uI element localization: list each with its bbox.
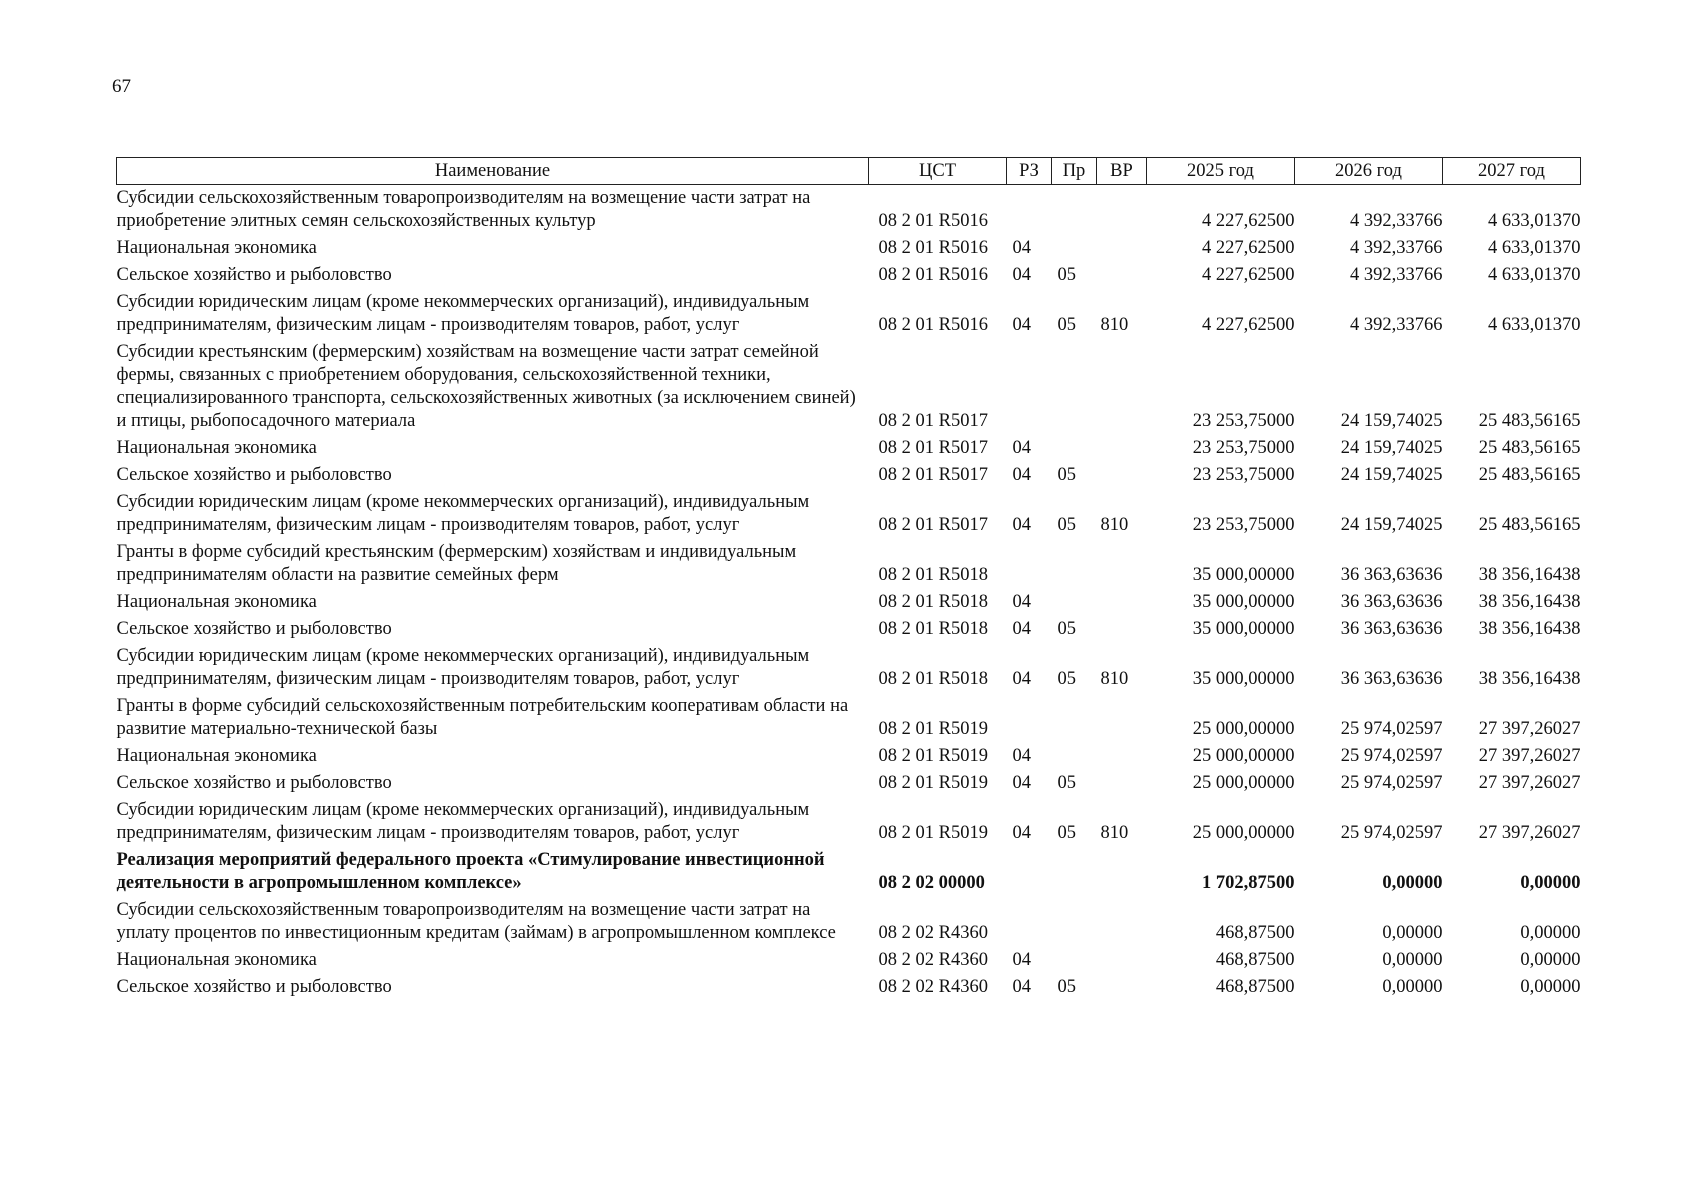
row-cst: 08 2 02 00000 bbox=[878, 873, 985, 893]
row-vr bbox=[1097, 262, 1147, 289]
row-name: Сельское хозяйство и рыболовство bbox=[116, 265, 392, 285]
row-2026: 4 392,33766 bbox=[1350, 238, 1443, 258]
header-2026: 2026 год bbox=[1295, 158, 1443, 185]
table-row bbox=[117, 289, 1581, 339]
row-cst: 08 2 01 R5018 bbox=[878, 619, 988, 639]
row-2026: 0,00000 bbox=[1382, 950, 1443, 970]
row-vr: 810 bbox=[1100, 315, 1129, 335]
row-vr bbox=[1097, 539, 1147, 589]
row-rz: 04 bbox=[1012, 773, 1031, 793]
row-vr: 810 bbox=[1100, 515, 1129, 535]
row-vr bbox=[1097, 847, 1147, 897]
row-2026: 0,00000 bbox=[1382, 873, 1443, 893]
row-cst: 08 2 02 R4360 bbox=[878, 977, 988, 997]
row-name: Гранты в форме субсидий крестьянским (фермерским) хозяйствам и индивидуальным предпринимателям области на развитие семейных ферм bbox=[116, 542, 797, 585]
table-row bbox=[117, 235, 1581, 262]
row-2026: 24 159,74025 bbox=[1340, 465, 1443, 485]
row-name: Национальная экономика bbox=[116, 592, 317, 612]
row-rz bbox=[1007, 897, 1052, 947]
table-row bbox=[117, 897, 1581, 947]
row-2025: 35 000,00000 bbox=[1192, 592, 1295, 612]
row-pr bbox=[1052, 897, 1097, 947]
row-pr bbox=[1052, 185, 1097, 236]
row-2025: 23 253,75000 bbox=[1192, 438, 1295, 458]
row-2027: 27 397,26027 bbox=[1478, 823, 1581, 843]
row-2025: 468,87500 bbox=[1215, 977, 1295, 997]
row-pr: 05 bbox=[1057, 619, 1076, 639]
row-2027: 0,00000 bbox=[1520, 977, 1581, 997]
row-pr bbox=[1052, 847, 1097, 897]
row-2026: 24 159,74025 bbox=[1340, 411, 1443, 431]
row-name: Национальная экономика bbox=[116, 438, 317, 458]
table-row bbox=[117, 847, 1581, 897]
row-2025: 1 702,87500 bbox=[1202, 873, 1295, 893]
header-name: Наименование bbox=[117, 158, 869, 185]
row-2026: 25 974,02597 bbox=[1340, 823, 1443, 843]
table-row bbox=[117, 462, 1581, 489]
row-2027: 4 633,01370 bbox=[1488, 315, 1581, 335]
row-2025: 4 227,62500 bbox=[1202, 238, 1295, 258]
row-2025: 4 227,62500 bbox=[1202, 211, 1295, 231]
row-2026: 4 392,33766 bbox=[1350, 315, 1443, 335]
row-2025: 35 000,00000 bbox=[1192, 565, 1295, 585]
row-cst: 08 2 01 R5017 bbox=[878, 411, 988, 431]
row-vr bbox=[1097, 235, 1147, 262]
row-pr bbox=[1052, 743, 1097, 770]
row-rz: 04 bbox=[1012, 265, 1031, 285]
row-rz bbox=[1007, 847, 1052, 897]
row-pr bbox=[1052, 693, 1097, 743]
row-name: Субсидии юридическим лицам (кроме некоммерческих организаций), индивидуальным предпринимателям, физическим лицам - производителям товаров, работ, услуг bbox=[116, 292, 810, 335]
row-vr bbox=[1097, 743, 1147, 770]
row-pr: 05 bbox=[1057, 977, 1076, 997]
row-2025: 23 253,75000 bbox=[1192, 465, 1295, 485]
table-body bbox=[117, 185, 1581, 1002]
row-2027: 0,00000 bbox=[1520, 923, 1581, 943]
row-2027: 27 397,26027 bbox=[1478, 773, 1581, 793]
row-rz bbox=[1007, 185, 1052, 236]
row-2026: 36 363,63636 bbox=[1340, 669, 1443, 689]
row-2027: 4 633,01370 bbox=[1488, 211, 1581, 231]
row-rz: 04 bbox=[1012, 438, 1031, 458]
row-2026: 0,00000 bbox=[1382, 977, 1443, 997]
row-2025: 468,87500 bbox=[1215, 950, 1295, 970]
row-vr: 810 bbox=[1100, 669, 1129, 689]
row-pr bbox=[1052, 235, 1097, 262]
row-rz: 04 bbox=[1012, 669, 1031, 689]
row-2027: 0,00000 bbox=[1520, 873, 1581, 893]
row-cst: 08 2 02 R4360 bbox=[878, 950, 988, 970]
row-rz bbox=[1007, 693, 1052, 743]
budget-table bbox=[116, 157, 1581, 1001]
row-vr bbox=[1097, 339, 1147, 435]
row-vr bbox=[1097, 589, 1147, 616]
row-2026: 36 363,63636 bbox=[1340, 565, 1443, 585]
table-row bbox=[117, 643, 1581, 693]
row-2025: 35 000,00000 bbox=[1192, 619, 1295, 639]
row-cst: 08 2 01 R5018 bbox=[878, 592, 988, 612]
table-row bbox=[117, 262, 1581, 289]
row-pr bbox=[1052, 589, 1097, 616]
table-row bbox=[117, 185, 1581, 236]
row-2026: 25 974,02597 bbox=[1340, 746, 1443, 766]
row-2027: 38 356,16438 bbox=[1478, 592, 1581, 612]
row-rz: 04 bbox=[1012, 950, 1031, 970]
row-cst: 08 2 01 R5016 bbox=[878, 238, 988, 258]
row-2027: 25 483,56165 bbox=[1478, 438, 1581, 458]
row-rz: 04 bbox=[1012, 515, 1031, 535]
row-2025: 468,87500 bbox=[1215, 923, 1295, 943]
row-cst: 08 2 01 R5017 bbox=[878, 515, 988, 535]
row-2026: 4 392,33766 bbox=[1350, 265, 1443, 285]
row-2027: 25 483,56165 bbox=[1478, 465, 1581, 485]
row-2027: 0,00000 bbox=[1520, 950, 1581, 970]
row-2025: 25 000,00000 bbox=[1192, 773, 1295, 793]
row-cst: 08 2 01 R5017 bbox=[878, 465, 988, 485]
row-2025: 23 253,75000 bbox=[1192, 411, 1295, 431]
row-pr: 05 bbox=[1057, 823, 1076, 843]
row-2025: 25 000,00000 bbox=[1192, 746, 1295, 766]
row-rz bbox=[1007, 339, 1052, 435]
row-vr bbox=[1097, 974, 1147, 1001]
header-pr: Пр bbox=[1052, 158, 1097, 185]
row-pr bbox=[1052, 539, 1097, 589]
row-pr: 05 bbox=[1057, 515, 1076, 535]
row-cst: 08 2 01 R5016 bbox=[878, 315, 988, 335]
row-pr: 05 bbox=[1057, 669, 1076, 689]
row-rz: 04 bbox=[1012, 465, 1031, 485]
row-vr: 810 bbox=[1100, 823, 1129, 843]
row-cst: 08 2 01 R5016 bbox=[878, 211, 988, 231]
row-2025: 4 227,62500 bbox=[1202, 265, 1295, 285]
row-2027: 4 633,01370 bbox=[1488, 238, 1581, 258]
row-vr bbox=[1097, 435, 1147, 462]
row-rz: 04 bbox=[1012, 977, 1031, 997]
row-2026: 25 974,02597 bbox=[1340, 719, 1443, 739]
row-rz: 04 bbox=[1012, 619, 1031, 639]
table-row bbox=[117, 693, 1581, 743]
row-2026: 36 363,63636 bbox=[1340, 619, 1443, 639]
table-row bbox=[117, 770, 1581, 797]
row-rz: 04 bbox=[1012, 823, 1031, 843]
row-vr bbox=[1097, 616, 1147, 643]
row-name: Сельское хозяйство и рыболовство bbox=[116, 977, 392, 997]
row-rz: 04 bbox=[1012, 592, 1031, 612]
row-name: Реализация мероприятий федерального проекта «Стимулирование инвестиционной деятельности в агропромышленном комплексе» bbox=[116, 850, 825, 893]
page-number: 67 bbox=[112, 76, 131, 97]
header-rz: РЗ bbox=[1007, 158, 1052, 185]
row-name: Сельское хозяйство и рыболовство bbox=[116, 619, 392, 639]
row-2027: 38 356,16438 bbox=[1478, 619, 1581, 639]
header-2027: 2027 год bbox=[1443, 158, 1581, 185]
header-row bbox=[117, 158, 1581, 185]
table-row bbox=[117, 539, 1581, 589]
row-cst: 08 2 01 R5018 bbox=[878, 565, 988, 585]
row-vr bbox=[1097, 897, 1147, 947]
header-vr: ВР bbox=[1097, 158, 1147, 185]
row-name: Субсидии юридическим лицам (кроме некоммерческих организаций), индивидуальным предпринимателям, физическим лицам - производителям товаров, работ, услуг bbox=[116, 492, 810, 535]
table-row bbox=[117, 616, 1581, 643]
table-row bbox=[117, 435, 1581, 462]
table-row bbox=[117, 947, 1581, 974]
row-2025: 35 000,00000 bbox=[1192, 669, 1295, 689]
table-row bbox=[117, 743, 1581, 770]
row-name: Субсидии сельскохозяйственным товаропроизводителям на возмещение части затрат на уплату процентов по инвестиционным кредитам (займам) в агропромышленном комплексе bbox=[116, 900, 836, 943]
row-name: Национальная экономика bbox=[116, 238, 317, 258]
row-name: Субсидии юридическим лицам (кроме некоммерческих организаций), индивидуальным предпринимателям, физическим лицам - производителям товаров, работ, услуг bbox=[116, 646, 810, 689]
row-name: Сельское хозяйство и рыболовство bbox=[116, 773, 392, 793]
table-header bbox=[117, 158, 1581, 185]
row-2027: 27 397,26027 bbox=[1478, 719, 1581, 739]
row-rz: 04 bbox=[1012, 315, 1031, 335]
row-2025: 25 000,00000 bbox=[1192, 823, 1295, 843]
header-cst: ЦСТ bbox=[869, 158, 1007, 185]
row-vr bbox=[1097, 185, 1147, 236]
row-cst: 08 2 02 R4360 bbox=[878, 923, 988, 943]
row-2027: 27 397,26027 bbox=[1478, 746, 1581, 766]
table-row bbox=[117, 489, 1581, 539]
row-name: Субсидии юридическим лицам (кроме некоммерческих организаций), индивидуальным предпринимателям, физическим лицам - производителям товаров, работ, услуг bbox=[116, 800, 810, 843]
row-name: Субсидии крестьянским (фермерским) хозяйствам на возмещение части затрат семейной фермы, связанных с приобретением оборудования, сельскохозяйственной техники, специализированного транспорта, сельскохозяйственных животных (за исключением свиней) и птицы, рыбопосадочного материала bbox=[116, 342, 856, 431]
row-rz: 04 bbox=[1012, 238, 1031, 258]
row-2026: 25 974,02597 bbox=[1340, 773, 1443, 793]
row-cst: 08 2 01 R5019 bbox=[878, 823, 988, 843]
row-2027: 38 356,16438 bbox=[1478, 669, 1581, 689]
row-2027: 4 633,01370 bbox=[1488, 265, 1581, 285]
table-row bbox=[117, 339, 1581, 435]
row-2025: 4 227,62500 bbox=[1202, 315, 1295, 335]
table-row bbox=[117, 589, 1581, 616]
row-name: Сельское хозяйство и рыболовство bbox=[116, 465, 392, 485]
row-vr bbox=[1097, 770, 1147, 797]
row-vr bbox=[1097, 947, 1147, 974]
row-pr bbox=[1052, 435, 1097, 462]
row-name: Национальная экономика bbox=[116, 746, 317, 766]
row-name: Национальная экономика bbox=[116, 950, 317, 970]
row-pr: 05 bbox=[1057, 773, 1076, 793]
row-2026: 0,00000 bbox=[1382, 923, 1443, 943]
row-2026: 24 159,74025 bbox=[1340, 515, 1443, 535]
row-pr: 05 bbox=[1057, 315, 1076, 335]
budget-table-container bbox=[116, 157, 1580, 1001]
row-cst: 08 2 01 R5018 bbox=[878, 669, 988, 689]
row-name: Субсидии сельскохозяйственным товаропроизводителям на возмещение части затрат на приобретение элитных семян сельскохозяйственных культур bbox=[116, 188, 811, 231]
table-row bbox=[117, 974, 1581, 1001]
row-2026: 24 159,74025 bbox=[1340, 438, 1443, 458]
row-2026: 36 363,63636 bbox=[1340, 592, 1443, 612]
row-2025: 25 000,00000 bbox=[1192, 719, 1295, 739]
row-2027: 38 356,16438 bbox=[1478, 565, 1581, 585]
row-cst: 08 2 01 R5019 bbox=[878, 719, 988, 739]
row-vr bbox=[1097, 462, 1147, 489]
row-rz bbox=[1007, 539, 1052, 589]
row-2027: 25 483,56165 bbox=[1478, 411, 1581, 431]
row-cst: 08 2 01 R5017 bbox=[878, 438, 988, 458]
row-name: Гранты в форме субсидий сельскохозяйственным потребительским кооперативам области на развитие материально-технической базы bbox=[116, 696, 849, 739]
row-cst: 08 2 01 R5019 bbox=[878, 773, 988, 793]
row-rz: 04 bbox=[1012, 746, 1031, 766]
table-row bbox=[117, 797, 1581, 847]
row-pr bbox=[1052, 947, 1097, 974]
row-2025: 23 253,75000 bbox=[1192, 515, 1295, 535]
row-vr bbox=[1097, 693, 1147, 743]
row-pr: 05 bbox=[1057, 265, 1076, 285]
row-pr bbox=[1052, 339, 1097, 435]
header-2025: 2025 год bbox=[1147, 158, 1295, 185]
row-2026: 4 392,33766 bbox=[1350, 211, 1443, 231]
row-cst: 08 2 01 R5016 bbox=[878, 265, 988, 285]
row-pr: 05 bbox=[1057, 465, 1076, 485]
row-2027: 25 483,56165 bbox=[1478, 515, 1581, 535]
row-cst: 08 2 01 R5019 bbox=[878, 746, 988, 766]
